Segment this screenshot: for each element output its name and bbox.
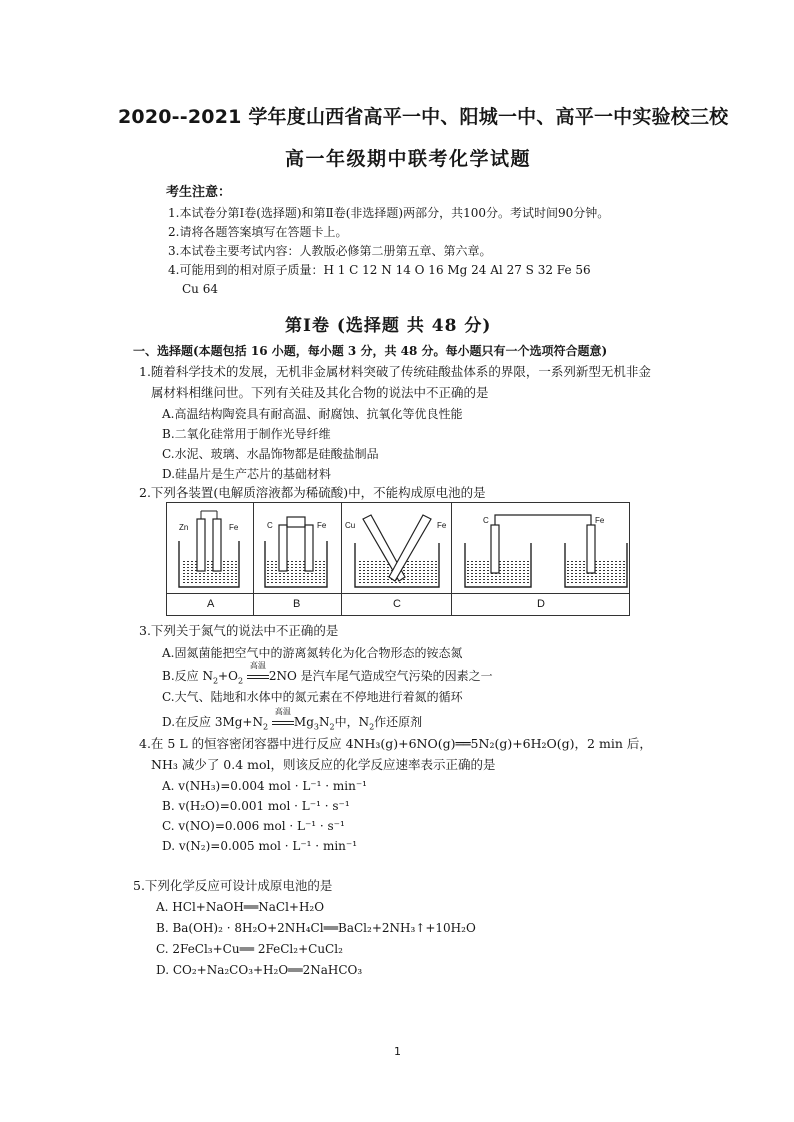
q4-option-b: B. v(H₂O)=0.001 mol · L⁻¹ · s⁻¹ bbox=[162, 799, 350, 813]
electrode-c-right: Fe bbox=[437, 521, 447, 530]
q1-stem-line1: 1.随着科学技术的发展，无机非金属材料突破了传统硅酸盐体系的界限，一系列新型无机非金 bbox=[139, 364, 651, 379]
q4-option-d: D. v(N₂)=0.005 mol · L⁻¹ · min⁻¹ bbox=[162, 839, 358, 853]
apparatus-label-d: D bbox=[537, 598, 545, 610]
q3d-reaction-arrow: 高温 bbox=[272, 716, 294, 728]
q3-option-a: A.固氮菌能把空气中的游离氮转化为化合物形态的铵态氮 bbox=[162, 646, 463, 660]
electrode-b-left: C bbox=[267, 521, 273, 530]
q1-option-b: B.二氧化硅常用于制作光导纤维 bbox=[162, 427, 331, 441]
page-number: 1 bbox=[394, 1045, 401, 1058]
q3-option-b: B.反应 $N_2+O_2$ 高温 2NO 是汽车尾气造成空气污染的因素之一 bbox=[162, 661, 493, 686]
q4-option-c: C. v(NO)=0.006 mol · L⁻¹ · s⁻¹ bbox=[162, 819, 345, 833]
q1-option-d: D.硅晶片是生产芯片的基础材料 bbox=[162, 467, 332, 481]
notice-item-4: 4.可能用到的相对原子质量：H 1 C 12 N 14 O 16 Mg 24 Al 27 S 32 Fe 56 bbox=[168, 263, 591, 277]
q1-option-c: C.水泥、玻璃、水晶饰物都是硅酸盐制品 bbox=[162, 447, 379, 461]
q4-stem-line2: NH₃ 减少了 0.4 mol，则该反应的化学反应速率表示正确的是 bbox=[151, 757, 496, 772]
notice-heading: 考生注意： bbox=[166, 185, 232, 200]
exam-title-line1: 2020--2021 学年度山西省高平一中、阳城一中、高平一中实验校三校 bbox=[118, 106, 729, 128]
exam-title-line2: 高一年级期中联考化学试题 bbox=[285, 148, 532, 170]
apparatus-drawings bbox=[167, 503, 629, 593]
q1-stem-line2: 属材料相继问世。下列有关硅及其化合物的说法中不正确的是 bbox=[151, 385, 489, 400]
apparatus-d-drawing bbox=[465, 515, 627, 587]
electrode-d-right: Fe bbox=[595, 516, 605, 525]
q5-option-b: B. Ba(OH)₂ · 8H₂O+2NH₄Cl══BaCl₂+2NH₃↑+10H₂O bbox=[156, 921, 476, 935]
electrode-a-left: Zn bbox=[179, 523, 189, 532]
electrode-b-right: Fe bbox=[317, 521, 327, 530]
notice-item-3: 3.本试卷主要考试内容：人教版必修第二册第五章、第六章。 bbox=[168, 244, 492, 258]
q3-option-c: C.大气、陆地和水体中的氮元素在不停地进行着氮的循环 bbox=[162, 690, 463, 704]
electrode-d-left: C bbox=[483, 516, 489, 525]
q4-option-a: A. v(NH₃)=0.004 mol · L⁻¹ · min⁻¹ bbox=[162, 779, 367, 793]
notice-item-2: 2.请将各题答案填写在答题卡上。 bbox=[168, 225, 348, 239]
section-instruction: 一、选择题(本题包括 16 小题，每小题 3 分，共 48 分。每小题只有一个选项符合题意) bbox=[133, 344, 608, 358]
electrode-c-left: Cu bbox=[345, 521, 356, 530]
q3-stem: 3.下列关于氮气的说法中不正确的是 bbox=[139, 623, 339, 638]
q1-option-a: A.高温结构陶瓷具有耐高温、耐腐蚀、抗氧化等优良性能 bbox=[162, 407, 463, 421]
q4-stem-line1: 4.在 5 L 的恒容密闭容器中进行反应 4NH₃(g)+6NO(g)══5N₂(g)+6H₂O(g)，2 min 后， bbox=[139, 736, 652, 751]
apparatus-label-b: B bbox=[293, 598, 301, 610]
q3b-reaction-arrow: 高温 bbox=[247, 670, 269, 682]
q5-option-a: A. HCl+NaOH══NaCl+H₂O bbox=[156, 900, 325, 914]
q5-option-c: C. 2FeCl₃+Cu══ 2FeCl₂+CuCl₂ bbox=[156, 942, 343, 956]
notice-item-5: Cu 64 bbox=[182, 282, 218, 296]
q3-option-d: D.在反应 $3Mg+N_2$ 高温 $Mg_3N_2$中，$N_2$作还原剂 bbox=[162, 707, 423, 732]
q2-apparatus-figure bbox=[166, 502, 630, 616]
q5-stem: 5.下列化学反应可设计成原电池的是 bbox=[133, 878, 333, 893]
apparatus-label-c: C bbox=[393, 598, 401, 610]
section-title: 第Ⅰ卷 (选择题 共 48 分) bbox=[285, 316, 492, 336]
apparatus-c-drawing bbox=[355, 515, 439, 587]
notice-item-1: 1.本试卷分第Ⅰ卷(选择题)和第Ⅱ卷(非选择题)两部分，共100分。考试时间90分钟。 bbox=[168, 206, 610, 220]
electrode-a-right: Fe bbox=[229, 523, 239, 532]
apparatus-label-a: A bbox=[207, 598, 215, 610]
q2-stem: 2.下列各装置(电解质溶液都为稀硫酸)中，不能构成原电池的是 bbox=[139, 485, 486, 500]
q5-option-d: D. CO₂+Na₂CO₃+H₂O══2NaHCO₃ bbox=[156, 963, 363, 977]
